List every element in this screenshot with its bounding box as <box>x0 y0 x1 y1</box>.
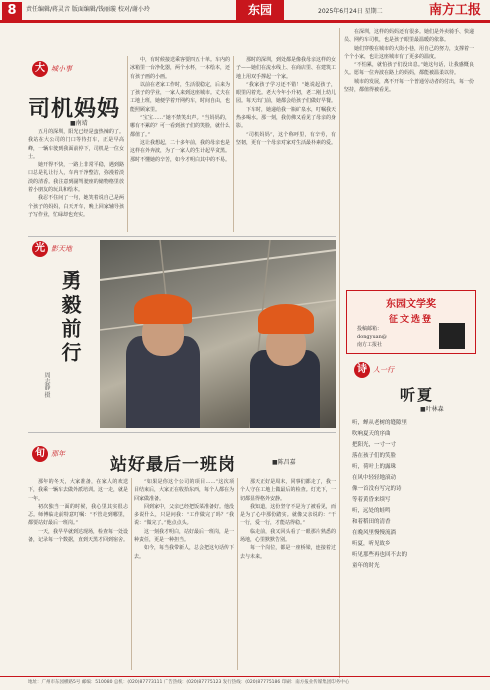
paragraph: 回到家中，父亲已经把饭菜准备好。他没多说什么，只是问我：“工作做完了吗？”我说：“做完了。”他点点头。 <box>134 503 234 527</box>
award-subtitle: 征文选登 <box>388 315 433 325</box>
header-rule <box>0 20 490 23</box>
literary-award-box <box>346 290 476 354</box>
award-info: 投稿邮箱： dongyuan@ 南方工报社 <box>357 326 387 348</box>
kicker-label: 那年 <box>51 450 65 458</box>
article-author: ■陈昌嘉 <box>272 459 296 466</box>
article-column <box>236 56 336 232</box>
page-number: 8 <box>2 2 22 20</box>
safety-helmet <box>134 294 192 324</box>
article-column <box>28 478 128 670</box>
kicker-badge: 大 <box>32 61 48 77</box>
paragraph: 下车时，她递给我一瓶矿泉水，叮嘱我天热多喝水。那一刻，我仿佛又看见了母亲的身影。 <box>236 106 336 130</box>
paragraph: “我家孩子学习还不错！”她说起孩子，眼里闪着光。老大今年小升初，老二刚上幼儿园。每天出门前，她都会给孩子们做好早餐。 <box>236 81 336 105</box>
footer-info: 地址：广州市东园横路5号 邮编：510080 总机：(020)87773111 广告热线：(020)87775123 发行热线：(020)87775186 印刷：南方报业传媒集团印务中心 <box>28 680 350 685</box>
article-column <box>240 478 336 670</box>
article-author: ■南靖 <box>70 120 88 127</box>
column-divider <box>339 28 340 678</box>
kicker-label: 城小事 <box>51 65 72 73</box>
photo-title: 勇毅前行 <box>58 270 82 366</box>
paragraph: 在深圳，这样的妈妈还有很多。她们是外卖骑手、快递员、网约车司机，也是孩子眼里最温暖的依靠。 <box>344 29 474 44</box>
kicker-label: 人一行 <box>373 366 394 374</box>
footer-rule <box>0 676 490 677</box>
article-column <box>134 478 234 670</box>
kicker-badge: 光 <box>32 241 48 257</box>
paragraph: 她们穿梭在城市的大街小巷，用自己的努力，支撑着一个个小家，也让这座城市有了更多的温度。 <box>344 45 474 60</box>
paragraph: 那天正好是周末，同事们都走了，我一个人守在工地上做最后的检查。灯光下，一切都显得格外安静。 <box>240 479 336 502</box>
paragraph: “如果是你这个公司的项目……”这次项目结束后，大家正在收拾东西，每个人都在为回家做准备。 <box>134 479 234 502</box>
paragraph: 五月的深圳，阳光已经是蛮热辣的了。我站在大公司的门口等待打车，正是早高峰，一辆车驶到我面前停下，司机是一位女士。 <box>28 129 124 160</box>
paragraph: “司机妈妈”，这个称呼里，有辛劳，有坚韧，更有一个母亲对家对生活最朴素的爱。 <box>236 131 336 146</box>
paragraph: 那年的冬天，大家准备，在家人的欢送下，我乘一辆车去做外派培训。这一走，就是一年。 <box>28 479 128 502</box>
paragraph: 我忍不住问了一句，她笑着说自己是两个孩子的妈妈，白天开车，晚上回家辅导孩子写作业，忙碌却也充实。 <box>28 195 124 218</box>
paragraph: 一天，我早早就到达现场，检查每一处设备，记录每一个数据，直到天黑才回到宿舍。 <box>28 528 128 544</box>
article-title: 站好最后一班岗 <box>110 455 236 475</box>
column-divider <box>233 56 234 232</box>
paragraph: 以前在老家工作时，生活很稳定，后来为了孩子的学业，一家人来到这座城市。丈夫在工地上班，她便学着开网约车，时间自由，也能照顾家里。 <box>130 81 230 113</box>
paragraph: 那时的深圳，到处都是像我母亲这样的女子——她们在流水线上、在商店里、在建筑工地上用双手撑起一个家。 <box>236 57 336 80</box>
workers-photo <box>100 240 336 428</box>
issue-date: 2025年6月24日 星期二 <box>318 8 383 15</box>
article-column <box>130 56 230 232</box>
article-column <box>28 128 124 232</box>
safety-helmet <box>258 304 314 334</box>
newspaper-logo: 南方工报 <box>428 3 481 18</box>
paragraph: 这让我想起，二十多年前，我的母亲也是这样在外奔波，为了一家人的生计起早贪黑。那时不懂她的辛苦，如今才明白其中的不易。 <box>130 139 230 163</box>
column-divider <box>131 478 132 670</box>
article-column <box>344 28 474 286</box>
paragraph: 临走前，我又回头看了一眼那片熟悉的场地，心里默默告别。 <box>240 528 336 544</box>
article-title: 司机妈妈 <box>28 96 121 122</box>
paragraph: 每一个岗位，都是一座桥梁，连接着过去与未来。 <box>240 545 336 560</box>
paragraph: 城市的发展，离不开每一个普通劳动者的付出，每一份坚持，都值得被看见。 <box>344 78 474 94</box>
kicker-label: 影天地 <box>51 245 72 253</box>
award-title: 东园文学奖 <box>386 299 436 310</box>
paragraph: 如今，每当我带新人，总会把这句话传下去。 <box>134 545 234 560</box>
poem-author: ■叶林森 <box>420 406 444 413</box>
paragraph: 我知道，这份坚守不是为了被看见，而是为了心中那份踏实。就像父亲说的：“干一行，爱一行，才能站得稳。” <box>240 503 336 527</box>
photo-credit: 周志静 摄 <box>43 372 50 398</box>
section-divider <box>28 236 336 237</box>
paragraph: 她开得不快，一路上非常平稳，遇到路口总是礼让行人，车内干净整洁，弥漫着淡淡的清香。我注意到副驾驶座的储物格里放着小朋友的玩具和绘本。 <box>28 162 124 194</box>
editors-credit: 责任编辑/蒋灵音 版面编辑/钱丽璇 校对/谢小玲 <box>26 6 150 13</box>
kicker-badge: 诗 <box>354 362 370 378</box>
poem-title: 听夏 <box>400 386 435 404</box>
section-name: 东园 <box>236 0 284 20</box>
column-divider <box>237 478 238 670</box>
paragraph: “宝宝……”她不禁笑出声。“当妈妈的，哪有不累的？可一看到孩子们的笑脸，就什么都值了。” <box>130 115 230 138</box>
paragraph: 这一刻我才明白，站好最后一班岗，是一种责任，更是一种担当。 <box>134 528 234 544</box>
paragraph: “不怕累，就怕孩子们没出息。”她这句话，让我感慨良久。愿每一位奔波在路上的妈妈，都能被温柔以待。 <box>344 62 474 77</box>
kicker-badge: 旬 <box>32 446 48 462</box>
column-divider <box>127 56 128 232</box>
poem-body: 听，蝉从老树的缝隙里 吹响夏天的序曲 把阳光，一寸一寸 落在孩子们的笑脸 听，荷叶上的露珠 在风中轻轻地滚动 像一首没有写完的诗 等着黄昏来续写 听，远处的蛙鸣 和着稻田的清香 在晚风里慢慢流淌 听夏，听见故乡 听见那些再也回不去的 童年的时光 <box>352 420 408 569</box>
paragraph: 中，有时候接送乘客要四五十单。车内的冰箱里一台净化器，两个水杯，一本绘本，还有孩子画的小画。 <box>130 57 230 80</box>
section-divider <box>28 432 336 433</box>
qr-code-icon <box>439 323 465 349</box>
paragraph: 初次独当一面的时候，我心里其实很忐忑。师傅临走前特意叮嘱：“不管走到哪里，都要站好最后一班岗。” <box>28 503 128 527</box>
